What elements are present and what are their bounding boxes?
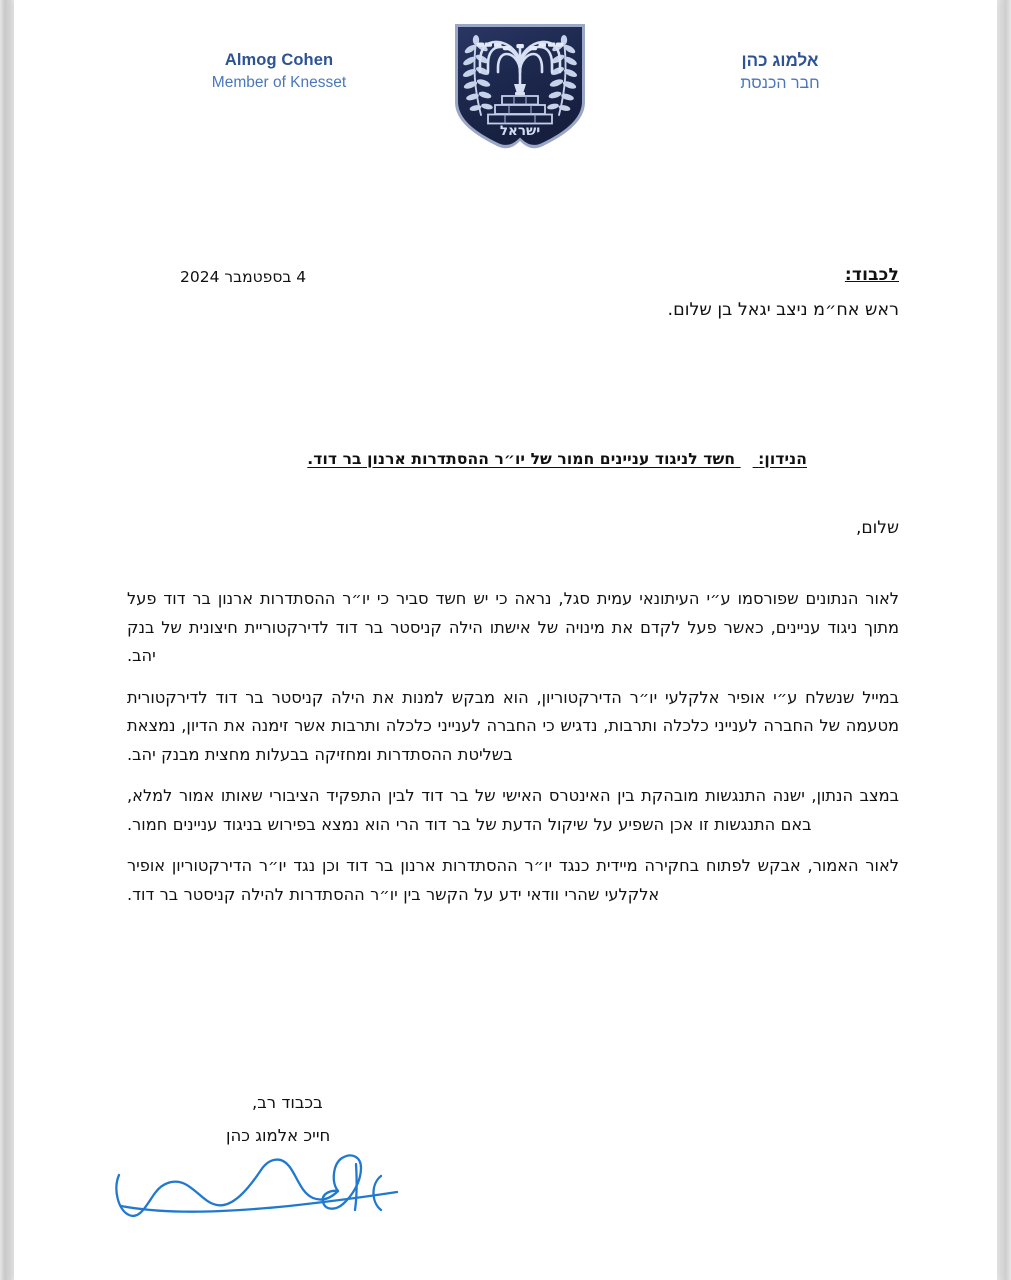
letter-addressee: ראש אח״מ ניצב יגאל בן שלום. bbox=[667, 300, 899, 320]
letter-paragraph: במצב הנתון, ישנה התנגשות מובהקת בין האינטרס האישי של בר דוד לבין התפקיד הציבורי שאותו אמור למלא, באם התנגשות זו אכן השפיע על שיקול הדעת של בר דוד הרי הוא נמצא בפירוש בניגוד עניינים חמור. bbox=[127, 786, 899, 834]
letter-page bbox=[14, 0, 997, 1280]
letter-greeting: שלום, bbox=[855, 518, 899, 538]
letterhead-english-block bbox=[164, 50, 394, 94]
letterhead-role-hebrew: חבר הכנסת bbox=[740, 75, 820, 92]
signature-name: חייכ אלמוג כהן bbox=[226, 1126, 331, 1145]
letter-body bbox=[127, 585, 899, 922]
subject-label: הנידון: bbox=[758, 450, 807, 468]
signature-closing: בכבוד רב, bbox=[252, 1093, 323, 1112]
page-left-edge-shadow bbox=[0, 0, 14, 1280]
letter-paragraph: במייל שנשלח ע״י אופיר אלקלעי יו״ר הדירקטוריון, הוא מבקש למנות את הילה קניסטר בר דוד לדירקטורית מטעמה של החברה לענייני כלכלה ותרבות, נדגיש כי החברה לענייני כלכלה ותרבות אשר זימנה את הדיון, נמצאת בשליטת ההסתדרות ומחזיקה בבעלות מחצית מבנק יהב. bbox=[127, 687, 899, 764]
page-right-edge-shadow bbox=[997, 0, 1011, 1280]
letter-paragraph: לאור האמור, אבקש לפתוח בחקירה מיידית כנגד יו״ר ההסתדרות ארנון בר דוד וכן נגד יו״ר הדירקטוריון אופיר אלקלעי שהרי וודאי ידע על הקשר בין יו״ר ההסתדרות להילה קניסטר בר דוד. bbox=[127, 856, 899, 904]
letter-date: 4 בספטמבר 2024 bbox=[180, 268, 307, 286]
subject-text: חשד לניגוד עניינים חמור של יו״ר ההסתדרות ארנון בר דוד. bbox=[307, 450, 736, 468]
letterhead-role-english: Member of Knesset bbox=[211, 74, 347, 91]
letter-subject bbox=[307, 450, 807, 468]
handwritten-signature bbox=[109, 1148, 429, 1247]
israel-state-emblem-icon bbox=[447, 16, 593, 154]
svg-text:ישראל: ישראל bbox=[499, 123, 541, 139]
letter-paragraph: לאור הנתונים שפורסמו ע״י העיתונאי עמית סגל, נראה כי יש חשד סביר כי יו״ר ההסתדרות ארנון בר דוד פעל מתוך ניגוד עניינים, כאשר פעל לקדם את מינויה של אישתו הילה קניסטר בר דוד לדירקטוריית חיצונית של בנק יהב. bbox=[127, 589, 899, 665]
letterhead bbox=[14, 0, 997, 165]
letterhead-hebrew-block bbox=[665, 50, 895, 95]
letterhead-name-english: Almog Cohen bbox=[224, 51, 334, 69]
to-label: לכבוד: bbox=[844, 265, 899, 285]
letterhead-name-hebrew: אלמוג כהן bbox=[741, 51, 819, 70]
